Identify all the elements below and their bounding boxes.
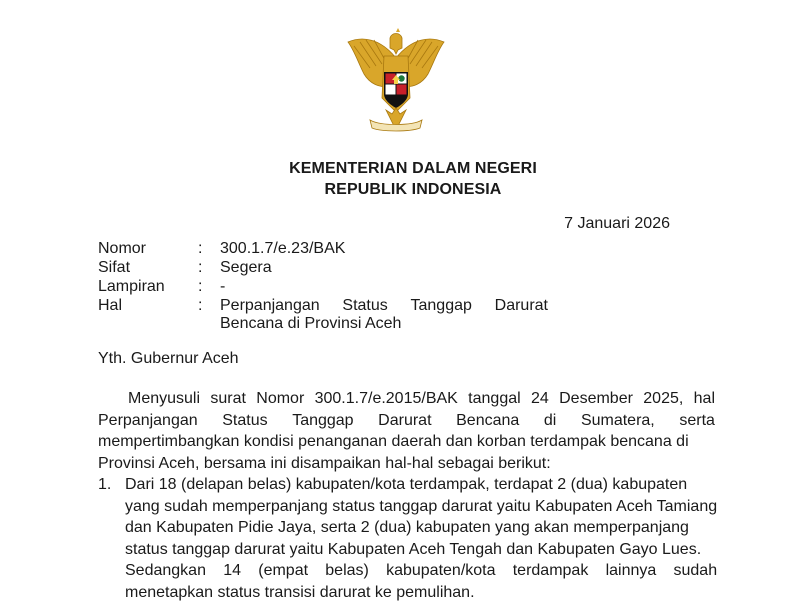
word: Desember [559,390,633,407]
list-number: 1. [98,476,112,493]
hal-value-line1 [220,297,548,315]
word: Status [342,297,388,314]
hal-value [220,297,548,333]
hal-row [98,297,548,333]
list-line2: yang sudah memperpanjang status tanggap darurat yaitu Kabupaten Aceh Tamiang [125,497,718,515]
hal-label: Hal [98,297,123,314]
word: (empat [258,562,309,579]
letter-date: 7 Januari 2026 [564,215,670,232]
colon: : [198,278,203,295]
letter-metadata [98,240,548,333]
word: Tanggap [292,411,354,429]
colon: : [198,240,203,257]
intro-line3: mempertimbangkan kondisi penanganan daerah dan korban terdampak bencana di [98,433,689,450]
list-line1: Dari 18 (delapan belas) kabupaten/kota terdampak, terdapat 2 (dua) kabupaten [125,476,688,493]
word: tanggal [468,390,521,407]
word: surat [210,390,246,407]
word: Perpanjangan [220,297,320,314]
word: Sedangkan [125,562,206,579]
word: Menyusuli [128,390,201,407]
colon: : [198,297,203,314]
list-item-text [125,474,717,603]
lampiran-value: - [220,278,226,295]
word: terdampak [512,562,589,579]
intro-line4: Provinsi Aceh, bersama ini disampaikan hal-hal sebagai berikut: [98,454,551,472]
word: sudah [673,562,718,579]
word: Bencana [456,411,520,429]
salutation: Yth. Gubernur Aceh [98,350,239,367]
word: Darurat [378,411,432,429]
word: lainnya [605,562,657,579]
list-line3: dan Kabupaten Pidie Jaya, serta 2 (dua) kabupaten yang akan memperpanjang [125,519,689,536]
colon: : [198,259,203,276]
nomor-value: 300.1.7/e.23/BAK [220,240,346,257]
list-line6: menetapkan status transisi darurat ke pemulihan. [125,583,475,601]
lampiran-row [98,278,548,296]
word: serta [679,411,715,429]
hal-value-line2: Bencana di Provinsi Aceh [220,315,402,332]
intro-paragraph [98,388,715,474]
sifat-label: Sifat [98,259,131,276]
word: kabupaten/kota [386,562,496,579]
word: Tanggap [410,297,472,314]
word: 300.1.7/e.2015/BAK [314,390,458,407]
word: 2025, [643,390,684,407]
sifat-value: Segera [220,259,272,276]
word: Nomor [256,390,305,407]
word: hal [693,390,715,407]
word: Sumatera, [580,411,655,429]
word: Perpanjangan [98,411,198,429]
word: Darurat [494,297,548,314]
list-item [98,474,718,603]
intro-line1 [98,388,715,410]
word: di [543,411,557,429]
garuda-pancasila-emblem-icon [340,28,452,140]
lampiran-label: Lampiran [98,278,165,295]
numbered-list [98,474,718,603]
word: 14 [223,562,241,579]
country-name: REPUBLIK INDONESIA [324,181,502,198]
list-line5 [125,560,717,582]
word: belas) [325,562,369,579]
nomor-label: Nomor [98,240,147,257]
ministry-name: KEMENTERIAN DALAM NEGERI [289,160,537,177]
word: 24 [531,390,549,407]
intro-line2 [98,410,715,432]
nomor-row [98,240,548,258]
word: Status [222,411,268,429]
list-line4: status tanggap darurat yaitu Kabupaten Aceh Tengah dan Kabupaten Gayo Lues. [125,540,702,558]
sifat-row [98,259,548,277]
